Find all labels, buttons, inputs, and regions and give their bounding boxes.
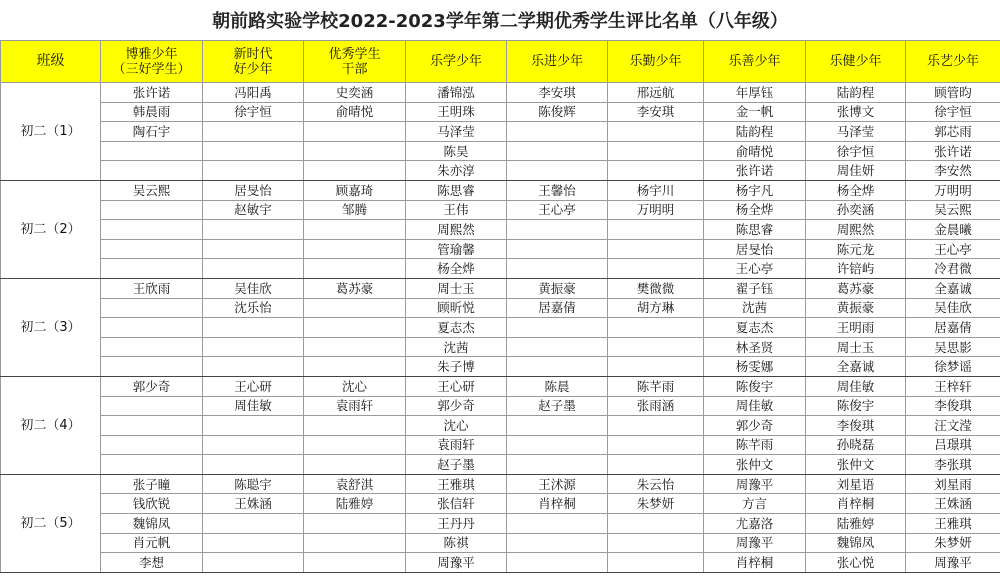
- student-name-cell: 马泽莹: [406, 122, 507, 142]
- student-name-cell: 陈俊宇: [806, 396, 906, 416]
- student-name-cell: 管瑜馨: [406, 239, 507, 259]
- student-name-cell: [507, 553, 608, 573]
- table-row: [1, 200, 1000, 220]
- student-name-cell: [608, 161, 704, 181]
- student-name-cell: [101, 259, 203, 279]
- table-row: [1, 455, 1000, 475]
- student-name-cell: 张信轩: [406, 494, 507, 514]
- student-name-cell: 王雅琪: [906, 514, 1000, 534]
- student-name-cell: 肖元帆: [101, 533, 203, 553]
- page-title: 朝前路实验学校2022-2023学年第二学期优秀学生评比名单（八年级）: [212, 11, 788, 32]
- student-name-cell: 金一帆: [704, 102, 806, 122]
- student-name-cell: [203, 220, 304, 240]
- student-name-cell: 袁雨轩: [304, 396, 406, 416]
- student-name-cell: 陈思睿: [406, 180, 507, 200]
- student-name-cell: 周佳敏: [704, 396, 806, 416]
- student-name-cell: [507, 357, 608, 377]
- class-name-cell: 初二（1）: [1, 83, 101, 181]
- student-name-cell: [203, 514, 304, 534]
- student-name-cell: 李安然: [906, 161, 1000, 181]
- student-name-cell: 陈芊雨: [608, 376, 704, 396]
- student-name-cell: 陆雅婷: [806, 514, 906, 534]
- column-header: 乐勤少年: [608, 41, 704, 83]
- student-name-cell: 王明雨: [806, 318, 906, 338]
- table-row: [1, 122, 1000, 142]
- student-name-cell: 俞晴悦: [304, 102, 406, 122]
- student-name-cell: [608, 318, 704, 338]
- student-name-cell: 陈思睿: [704, 220, 806, 240]
- student-name-cell: 王心亭: [704, 259, 806, 279]
- student-name-cell: 林圣贤: [704, 337, 806, 357]
- student-name-cell: 胡方琳: [608, 298, 704, 318]
- student-name-cell: [203, 553, 304, 573]
- student-name-cell: 赵子墨: [406, 455, 507, 475]
- column-header: 乐健少年: [806, 41, 906, 83]
- table-row: [1, 318, 1000, 338]
- student-name-cell: 王心研: [406, 376, 507, 396]
- student-name-cell: 周佳敏: [203, 396, 304, 416]
- column-header: 新时代 好少年: [203, 41, 304, 83]
- column-header: 班级: [1, 41, 101, 83]
- student-name-cell: [101, 396, 203, 416]
- student-name-cell: [608, 337, 704, 357]
- class-name-cell: 初二（5）: [1, 474, 101, 572]
- student-name-cell: 汪文滢: [906, 416, 1000, 436]
- student-name-cell: 周豫平: [906, 553, 1000, 573]
- student-name-cell: 刘星雨: [906, 474, 1000, 494]
- student-name-cell: [304, 141, 406, 161]
- student-name-cell: 魏锦凤: [101, 514, 203, 534]
- student-name-cell: 夏志杰: [704, 318, 806, 338]
- student-name-cell: 金晨曦: [906, 220, 1000, 240]
- student-name-cell: 徐宇恒: [203, 102, 304, 122]
- student-name-cell: 黄振豪: [806, 298, 906, 318]
- student-name-cell: 郭少奇: [704, 416, 806, 436]
- student-name-cell: 周佳敏: [806, 376, 906, 396]
- student-name-cell: [203, 533, 304, 553]
- table-row: [1, 553, 1000, 573]
- student-name-cell: 赵敏宇: [203, 200, 304, 220]
- student-name-cell: 冯阳禹: [203, 83, 304, 103]
- student-name-cell: [304, 122, 406, 142]
- student-name-cell: 周士玉: [806, 337, 906, 357]
- student-name-cell: 吴云熙: [101, 180, 203, 200]
- student-name-cell: 杨雯娜: [704, 357, 806, 377]
- student-name-cell: 徐梦谣: [906, 357, 1000, 377]
- table-row: [1, 494, 1000, 514]
- student-name-cell: 李俊琪: [806, 416, 906, 436]
- student-name-cell: [507, 318, 608, 338]
- student-name-cell: 邢远航: [608, 83, 704, 103]
- student-name-cell: 钱欣锐: [101, 494, 203, 514]
- table-row: [1, 416, 1000, 436]
- student-name-cell: 郭芯雨: [906, 122, 1000, 142]
- student-name-cell: 王馨怡: [507, 180, 608, 200]
- student-name-cell: 赵子墨: [507, 396, 608, 416]
- student-name-cell: 朱云怡: [608, 474, 704, 494]
- student-name-cell: 万明明: [906, 180, 1000, 200]
- student-name-cell: [304, 161, 406, 181]
- student-name-cell: 张博文: [806, 102, 906, 122]
- student-name-cell: 陈芊雨: [704, 435, 806, 455]
- student-name-cell: 翟子钰: [704, 278, 806, 298]
- class-name-cell: 初二（3）: [1, 278, 101, 376]
- student-name-cell: 葛苏豪: [806, 278, 906, 298]
- table-row: [1, 239, 1000, 259]
- student-name-cell: 居旻怡: [203, 180, 304, 200]
- student-name-cell: 全嘉诚: [806, 357, 906, 377]
- student-name-cell: [507, 220, 608, 240]
- table-row: [1, 514, 1000, 534]
- student-name-cell: 王心研: [203, 376, 304, 396]
- table-row: [1, 396, 1000, 416]
- column-header: 优秀学生 干部: [304, 41, 406, 83]
- student-name-cell: 陆雅婷: [304, 494, 406, 514]
- student-name-cell: [304, 337, 406, 357]
- student-name-cell: [507, 514, 608, 534]
- table-row: [1, 278, 1000, 298]
- student-name-cell: 张子瞳: [101, 474, 203, 494]
- student-name-cell: [304, 455, 406, 475]
- student-name-cell: 居嘉倩: [507, 298, 608, 318]
- student-name-cell: 张心悦: [806, 553, 906, 573]
- student-name-cell: 张许诺: [101, 83, 203, 103]
- student-name-cell: 王欣雨: [101, 278, 203, 298]
- student-name-cell: [507, 416, 608, 436]
- student-name-cell: 李安琪: [507, 83, 608, 103]
- student-name-cell: [608, 122, 704, 142]
- student-name-cell: [203, 161, 304, 181]
- student-name-cell: 朱梦妍: [608, 494, 704, 514]
- student-name-cell: [304, 435, 406, 455]
- student-name-cell: [101, 318, 203, 338]
- table-row: [1, 337, 1000, 357]
- student-name-cell: [203, 416, 304, 436]
- student-name-cell: 张许诺: [704, 161, 806, 181]
- table-row: [1, 83, 1000, 103]
- student-name-cell: 吴云熙: [906, 200, 1000, 220]
- student-name-cell: [507, 533, 608, 553]
- student-name-cell: [608, 259, 704, 279]
- student-name-cell: [608, 533, 704, 553]
- student-name-cell: 李安琪: [608, 102, 704, 122]
- column-header: 乐学少年: [406, 41, 507, 83]
- student-name-cell: [101, 298, 203, 318]
- student-name-cell: [101, 357, 203, 377]
- student-name-cell: [507, 239, 608, 259]
- class-name-cell: 初二（4）: [1, 376, 101, 474]
- student-name-cell: [608, 455, 704, 475]
- table-row: [1, 102, 1000, 122]
- student-name-cell: [101, 200, 203, 220]
- student-name-cell: [507, 122, 608, 142]
- award-table: [0, 40, 1000, 573]
- student-name-cell: 杨全烨: [406, 259, 507, 279]
- student-name-cell: [507, 259, 608, 279]
- student-name-cell: 王心亭: [507, 200, 608, 220]
- student-name-cell: 袁雨轩: [406, 435, 507, 455]
- student-name-cell: 居旻怡: [704, 239, 806, 259]
- student-name-cell: 陈俊辉: [507, 102, 608, 122]
- student-name-cell: 王伟: [406, 200, 507, 220]
- student-name-cell: 顾嘉琦: [304, 180, 406, 200]
- student-name-cell: 朱亦淳: [406, 161, 507, 181]
- student-name-cell: 王梓轩: [906, 376, 1000, 396]
- table-body: [1, 83, 1000, 573]
- student-name-cell: [101, 141, 203, 161]
- table-row: [1, 376, 1000, 396]
- table-row: [1, 141, 1000, 161]
- student-name-cell: [608, 435, 704, 455]
- student-name-cell: 杨全烨: [704, 200, 806, 220]
- student-name-cell: 陈俊宇: [704, 376, 806, 396]
- student-name-cell: 肖梓桐: [704, 553, 806, 573]
- student-name-cell: 许锫屿: [806, 259, 906, 279]
- student-name-cell: 张仲文: [806, 455, 906, 475]
- student-name-cell: [101, 337, 203, 357]
- student-name-cell: 李张琪: [906, 455, 1000, 475]
- student-name-cell: [608, 357, 704, 377]
- student-name-cell: [304, 298, 406, 318]
- student-name-cell: 陆韵程: [704, 122, 806, 142]
- student-name-cell: 邹腾: [304, 200, 406, 220]
- student-name-cell: 王沭源: [507, 474, 608, 494]
- student-name-cell: 王姝涵: [203, 494, 304, 514]
- student-name-cell: 樊微微: [608, 278, 704, 298]
- student-name-cell: 陈晨: [507, 376, 608, 396]
- student-name-cell: 王雅琪: [406, 474, 507, 494]
- student-name-cell: [203, 318, 304, 338]
- student-name-cell: 年厚钰: [704, 83, 806, 103]
- student-name-cell: [203, 122, 304, 142]
- student-name-cell: 肖梓桐: [507, 494, 608, 514]
- student-name-cell: [608, 553, 704, 573]
- student-name-cell: 张仲文: [704, 455, 806, 475]
- student-name-cell: 周熙然: [806, 220, 906, 240]
- student-name-cell: 夏志杰: [406, 318, 507, 338]
- table-row: [1, 474, 1000, 494]
- student-name-cell: 徐宇恒: [906, 102, 1000, 122]
- student-name-cell: [304, 533, 406, 553]
- student-name-cell: 黄振豪: [507, 278, 608, 298]
- student-name-cell: 周熙然: [406, 220, 507, 240]
- table-row: [1, 435, 1000, 455]
- student-name-cell: [203, 337, 304, 357]
- student-name-cell: 魏锦凤: [806, 533, 906, 553]
- student-name-cell: [304, 514, 406, 534]
- student-name-cell: [608, 141, 704, 161]
- student-name-cell: 张雨涵: [608, 396, 704, 416]
- student-name-cell: 杨全烨: [806, 180, 906, 200]
- student-name-cell: [203, 239, 304, 259]
- student-name-cell: 王心亭: [906, 239, 1000, 259]
- student-name-cell: 王明珠: [406, 102, 507, 122]
- student-name-cell: 沈心: [304, 376, 406, 396]
- student-name-cell: 葛苏豪: [304, 278, 406, 298]
- student-name-cell: 王姝涵: [906, 494, 1000, 514]
- table-row: [1, 180, 1000, 200]
- student-name-cell: 郭少奇: [406, 396, 507, 416]
- student-name-cell: 沈茜: [704, 298, 806, 318]
- student-name-cell: 朱梦妍: [906, 533, 1000, 553]
- student-name-cell: 周豫平: [406, 553, 507, 573]
- column-header: 乐进少年: [507, 41, 608, 83]
- student-name-cell: 俞晴悦: [704, 141, 806, 161]
- table-row: [1, 298, 1000, 318]
- student-name-cell: 顾昕悦: [406, 298, 507, 318]
- student-name-cell: 陈昊: [406, 141, 507, 161]
- student-name-cell: [101, 161, 203, 181]
- student-name-cell: 李想: [101, 553, 203, 573]
- table-row: [1, 220, 1000, 240]
- student-name-cell: [507, 435, 608, 455]
- student-name-cell: [101, 220, 203, 240]
- table-row: [1, 533, 1000, 553]
- student-name-cell: [101, 416, 203, 436]
- student-name-cell: 陈祺: [406, 533, 507, 553]
- student-name-cell: 周豫平: [704, 533, 806, 553]
- student-name-cell: [304, 239, 406, 259]
- student-name-cell: 沈心: [406, 416, 507, 436]
- student-name-cell: 陈聪宇: [203, 474, 304, 494]
- student-name-cell: 吴思影: [906, 337, 1000, 357]
- student-name-cell: 朱子博: [406, 357, 507, 377]
- student-name-cell: 周豫平: [704, 474, 806, 494]
- student-name-cell: 陆韵程: [806, 83, 906, 103]
- student-name-cell: [203, 357, 304, 377]
- student-name-cell: 周士玉: [406, 278, 507, 298]
- student-name-cell: [507, 337, 608, 357]
- column-header: 乐善少年: [704, 41, 806, 83]
- student-name-cell: 孙晓磊: [806, 435, 906, 455]
- student-name-cell: [203, 455, 304, 475]
- student-name-cell: [608, 239, 704, 259]
- table-row: [1, 357, 1000, 377]
- student-name-cell: 李俊琪: [906, 396, 1000, 416]
- student-name-cell: 马泽莹: [806, 122, 906, 142]
- student-name-cell: [304, 416, 406, 436]
- student-name-cell: [608, 220, 704, 240]
- student-name-cell: 徐宇恒: [806, 141, 906, 161]
- student-name-cell: [203, 259, 304, 279]
- student-name-cell: 吴佳欣: [906, 298, 1000, 318]
- student-name-cell: 韩晨雨: [101, 102, 203, 122]
- student-name-cell: [608, 416, 704, 436]
- student-name-cell: 肖梓桐: [806, 494, 906, 514]
- student-name-cell: [608, 514, 704, 534]
- student-name-cell: 顾管昀: [906, 83, 1000, 103]
- student-name-cell: 周佳妍: [806, 161, 906, 181]
- student-name-cell: 万明明: [608, 200, 704, 220]
- student-name-cell: 尤嘉洛: [704, 514, 806, 534]
- student-name-cell: [507, 455, 608, 475]
- student-name-cell: [304, 553, 406, 573]
- student-name-cell: 陶石宇: [101, 122, 203, 142]
- student-name-cell: [101, 435, 203, 455]
- student-name-cell: [101, 239, 203, 259]
- student-name-cell: 全嘉诚: [906, 278, 1000, 298]
- table-row: [1, 161, 1000, 181]
- student-name-cell: 沈乐怡: [203, 298, 304, 318]
- student-name-cell: [304, 357, 406, 377]
- student-name-cell: 杨宇凡: [704, 180, 806, 200]
- student-name-cell: 方言: [704, 494, 806, 514]
- student-name-cell: 冷君微: [906, 259, 1000, 279]
- student-name-cell: 郭少奇: [101, 376, 203, 396]
- student-name-cell: 杨宇川: [608, 180, 704, 200]
- student-name-cell: 王丹丹: [406, 514, 507, 534]
- class-name-cell: 初二（2）: [1, 180, 101, 278]
- student-name-cell: 张许诺: [906, 141, 1000, 161]
- student-name-cell: 吕璟琪: [906, 435, 1000, 455]
- student-name-cell: 吴佳欣: [203, 278, 304, 298]
- student-name-cell: 孙奕涵: [806, 200, 906, 220]
- student-name-cell: 袁舒淇: [304, 474, 406, 494]
- student-name-cell: [304, 318, 406, 338]
- student-name-cell: 史奕涵: [304, 83, 406, 103]
- header-row: [1, 41, 1000, 83]
- student-name-cell: [304, 259, 406, 279]
- student-name-cell: [203, 141, 304, 161]
- student-name-cell: 居嘉倩: [906, 318, 1000, 338]
- student-name-cell: 沈茜: [406, 337, 507, 357]
- student-name-cell: [203, 435, 304, 455]
- column-header: 博雅少年 （三好学生）: [101, 41, 203, 83]
- student-name-cell: 陈元龙: [806, 239, 906, 259]
- student-name-cell: [507, 161, 608, 181]
- table-row: [1, 259, 1000, 279]
- student-name-cell: [304, 220, 406, 240]
- student-name-cell: 潘锦泓: [406, 83, 507, 103]
- student-name-cell: 刘星语: [806, 474, 906, 494]
- column-header: 乐艺少年: [906, 41, 1000, 83]
- student-name-cell: [101, 455, 203, 475]
- student-name-cell: [507, 141, 608, 161]
